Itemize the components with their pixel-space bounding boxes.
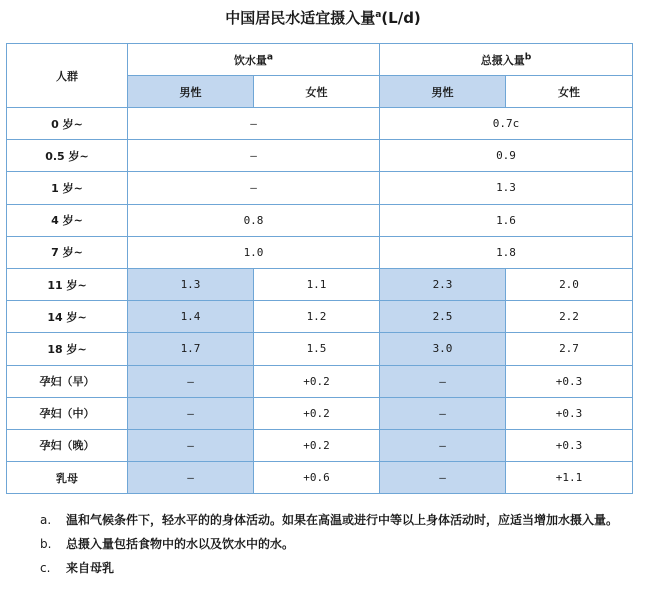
header-drinking-male: 男性 <box>128 76 254 108</box>
header-total: 总摄入量$^b$ <box>380 44 633 76</box>
total-value-cell: 1.3 <box>380 172 633 204</box>
drinking-male-cell: — <box>128 462 254 494</box>
total-female-cell: +0.3 <box>506 397 633 429</box>
total-female-cell: +1.1 <box>506 462 633 494</box>
water-intake-table <box>6 43 633 494</box>
population-group-cell: 7 岁~ <box>7 236 128 268</box>
total-female-cell: 2.0 <box>506 268 633 300</box>
total-male-cell: — <box>380 365 506 397</box>
footnote-c <box>40 556 630 580</box>
total-male-cell: 2.5 <box>380 301 506 333</box>
drinking-footnote-mark: a <box>266 50 274 62</box>
total-male-cell: 3.0 <box>380 333 506 365</box>
population-group-cell: 11 岁~ <box>7 268 128 300</box>
table-row <box>7 172 633 204</box>
total-value-cell: 0.7c <box>380 108 633 140</box>
title-unit: (L/d) <box>381 9 421 27</box>
header-row-groups <box>7 44 633 76</box>
drinking-female-cell: 1.5 <box>254 333 380 365</box>
table-row <box>7 301 633 333</box>
table-row <box>7 236 633 268</box>
drinking-male-cell: — <box>128 365 254 397</box>
header-total-male: 男性 <box>380 76 506 108</box>
population-group-cell: 0.5 岁~ <box>7 140 128 172</box>
drinking-female-cell: +0.6 <box>254 462 380 494</box>
total-female-cell: +0.3 <box>506 365 633 397</box>
drinking-value-cell: — <box>128 108 380 140</box>
total-male-cell: — <box>380 397 506 429</box>
drinking-female-cell: 1.1 <box>254 268 380 300</box>
footnote-a <box>40 508 630 532</box>
population-group-cell: 18 岁~ <box>7 333 128 365</box>
table-row <box>7 204 633 236</box>
total-male-cell: — <box>380 429 506 461</box>
drinking-value-cell: 0.8 <box>128 204 380 236</box>
footnote-text: 总摄入量包括食物中的水以及饮水中的水。 <box>66 537 295 551</box>
title-text: 中国居民水适宜摄入量 <box>225 9 376 27</box>
population-group-cell: 乳母 <box>7 462 128 494</box>
population-group-cell: 孕妇（晚） <box>7 429 128 461</box>
table-row <box>7 333 633 365</box>
total-male-cell: — <box>380 462 506 494</box>
header-total-female: 女性 <box>506 76 633 108</box>
population-group-cell: 孕妇（中） <box>7 397 128 429</box>
footnote-b <box>40 532 630 556</box>
population-group-cell: 孕妇（早） <box>7 365 128 397</box>
population-group-cell: 14 岁~ <box>7 301 128 333</box>
footnote-text: 温和气候条件下，轻水平的的身体活动。如果在高温或进行中等以上身体活动时，应适当增加水摄入量。 <box>66 513 619 527</box>
population-group-cell: 1 岁~ <box>7 172 128 204</box>
footnote-mark: c. <box>40 561 51 575</box>
drinking-male-cell: 1.4 <box>128 301 254 333</box>
total-value-cell: 0.9 <box>380 140 633 172</box>
drinking-value-cell: — <box>128 140 380 172</box>
drinking-female-cell: 1.2 <box>254 301 380 333</box>
total-female-cell: +0.3 <box>506 429 633 461</box>
footnote-mark: a. <box>40 513 52 527</box>
population-group-cell: 4 岁~ <box>7 204 128 236</box>
table-row <box>7 429 633 461</box>
table-row <box>7 397 633 429</box>
population-group-cell: 0 岁~ <box>7 108 128 140</box>
footnotes <box>40 508 630 580</box>
total-female-cell: 2.7 <box>506 333 633 365</box>
table-body <box>7 108 633 494</box>
header-drinking-female: 女性 <box>254 76 380 108</box>
total-female-cell: 2.2 <box>506 301 633 333</box>
table-row <box>7 462 633 494</box>
drinking-female-cell: +0.2 <box>254 429 380 461</box>
drinking-female-cell: +0.2 <box>254 365 380 397</box>
drinking-male-cell: 1.7 <box>128 333 254 365</box>
table-row <box>7 108 633 140</box>
total-male-cell: 2.3 <box>380 268 506 300</box>
drinking-value-cell: — <box>128 172 380 204</box>
table-row <box>7 365 633 397</box>
footnote-text: 来自母乳 <box>66 561 115 575</box>
drinking-male-cell: 1.3 <box>128 268 254 300</box>
title-footnote-mark: a <box>375 10 382 20</box>
total-footnote-mark: b <box>524 50 532 62</box>
page-title <box>0 8 646 28</box>
footnote-mark: b. <box>40 537 52 551</box>
drinking-male-cell: — <box>128 429 254 461</box>
drinking-male-cell: — <box>128 397 254 429</box>
table-row <box>7 268 633 300</box>
total-value-cell: 1.6 <box>380 204 633 236</box>
drinking-female-cell: +0.2 <box>254 397 380 429</box>
header-population: 人群 <box>7 44 128 108</box>
table-row <box>7 140 633 172</box>
drinking-value-cell: 1.0 <box>128 236 380 268</box>
total-value-cell: 1.8 <box>380 236 633 268</box>
header-drinking: 饮水量$^a$ <box>128 44 380 76</box>
